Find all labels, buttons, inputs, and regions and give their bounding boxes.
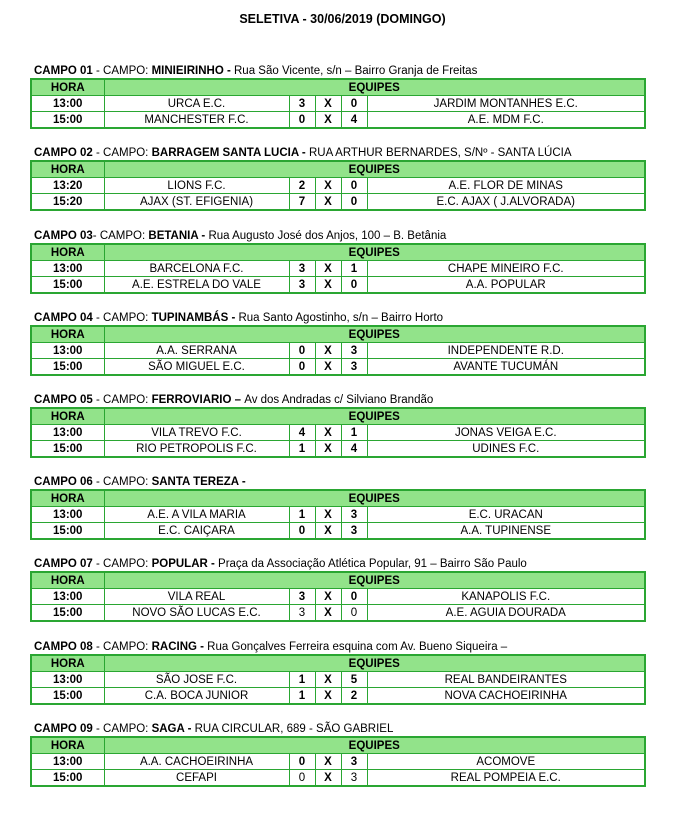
away-score: 0 bbox=[341, 96, 367, 112]
campo-name: FERROVIARIO – bbox=[151, 394, 245, 406]
away-team: A.A. POPULAR bbox=[367, 277, 645, 294]
home-team: NOVO SÃO LUCAS E.C. bbox=[104, 605, 289, 622]
campo-address: Praça da Associação Atlética Popular, 91 – Bairro São Paulo bbox=[218, 558, 527, 570]
versus-mark: X bbox=[315, 261, 341, 277]
table-row bbox=[31, 178, 645, 194]
match-time: 13:00 bbox=[31, 507, 104, 523]
versus-mark: X bbox=[315, 605, 341, 622]
away-score: 3 bbox=[341, 507, 367, 523]
home-score: 2 bbox=[289, 178, 315, 194]
away-team: CHAPE MINEIRO F.C. bbox=[367, 261, 645, 277]
campo-address: Rua Augusto José dos Anjos, 100 – B. Betânia bbox=[208, 230, 447, 242]
campo-name: RACING - bbox=[151, 641, 208, 653]
table-header-row bbox=[31, 244, 645, 261]
equipes-header: EQUIPES bbox=[104, 326, 645, 343]
table-row bbox=[31, 441, 645, 458]
campo-separator: - CAMPO: bbox=[92, 312, 152, 324]
away-score: 1 bbox=[341, 425, 367, 441]
table-header-row bbox=[31, 79, 645, 96]
campo-heading bbox=[30, 311, 644, 325]
table-row bbox=[31, 112, 645, 129]
hora-header: HORA bbox=[31, 408, 104, 425]
campo-separator: - CAMPO: bbox=[92, 558, 152, 570]
table-header-row bbox=[31, 408, 645, 425]
equipes-header: EQUIPES bbox=[104, 244, 645, 261]
away-team: JARDIM MONTANHES E.C. bbox=[367, 96, 645, 112]
table-header-row bbox=[31, 737, 645, 754]
campo-heading bbox=[30, 64, 644, 78]
campo-name: TUPINAMBÁS - bbox=[151, 312, 239, 324]
away-team: INDEPENDENTE R.D. bbox=[367, 343, 645, 359]
campo-section bbox=[30, 557, 644, 622]
campo-heading bbox=[30, 722, 644, 736]
campo-heading bbox=[30, 475, 644, 489]
away-team: E.C. URACAN bbox=[367, 507, 645, 523]
campo-separator: - CAMPO: bbox=[92, 723, 152, 735]
table-header-row bbox=[31, 490, 645, 507]
home-score: 1 bbox=[289, 441, 315, 458]
away-team: REAL BANDEIRANTES bbox=[367, 672, 645, 688]
versus-mark: X bbox=[315, 507, 341, 523]
table-header-row bbox=[31, 161, 645, 178]
table-header-row bbox=[31, 326, 645, 343]
home-score: 3 bbox=[289, 589, 315, 605]
match-time: 15:00 bbox=[31, 112, 104, 129]
away-team: AVANTE TUCUMÁN bbox=[367, 359, 645, 376]
equipes-header: EQUIPES bbox=[104, 490, 645, 507]
campo-address: Rua Santo Agostinho, s/n – Bairro Horto bbox=[238, 312, 444, 324]
campo-section bbox=[30, 64, 644, 129]
away-team: UDINES F.C. bbox=[367, 441, 645, 458]
games-table bbox=[30, 160, 646, 211]
home-team: MANCHESTER F.C. bbox=[104, 112, 289, 129]
table-row bbox=[31, 96, 645, 112]
home-score: 0 bbox=[289, 770, 315, 787]
home-score: 0 bbox=[289, 343, 315, 359]
games-table bbox=[30, 78, 646, 129]
away-score: 0 bbox=[341, 178, 367, 194]
equipes-header: EQUIPES bbox=[104, 572, 645, 589]
home-team: SÃO MIGUEL E.C. bbox=[104, 359, 289, 376]
equipes-header: EQUIPES bbox=[104, 161, 645, 178]
home-team: C.A. BOCA JUNIOR bbox=[104, 688, 289, 705]
versus-mark: X bbox=[315, 523, 341, 540]
campo-heading bbox=[30, 146, 644, 160]
away-score: 4 bbox=[341, 112, 367, 129]
campo-separator: - CAMPO: bbox=[92, 394, 152, 406]
match-time: 13:00 bbox=[31, 425, 104, 441]
home-team: A.A. SERRANA bbox=[104, 343, 289, 359]
table-row bbox=[31, 277, 645, 294]
home-team: LIONS F.C. bbox=[104, 178, 289, 194]
home-team: A.E. A VILA MARIA bbox=[104, 507, 289, 523]
campo-name: SAGA - bbox=[151, 723, 195, 735]
away-score: 1 bbox=[341, 261, 367, 277]
away-team: A.A. TUPINENSE bbox=[367, 523, 645, 540]
table-row bbox=[31, 343, 645, 359]
home-team: VILA REAL bbox=[104, 589, 289, 605]
home-score: 0 bbox=[289, 523, 315, 540]
home-score: 1 bbox=[289, 507, 315, 523]
campo-section bbox=[30, 311, 644, 376]
match-time: 13:00 bbox=[31, 261, 104, 277]
games-table bbox=[30, 736, 646, 787]
home-score: 1 bbox=[289, 672, 315, 688]
campo-name: SANTA TEREZA - bbox=[151, 476, 246, 488]
match-time: 15:00 bbox=[31, 523, 104, 540]
campo-address: Av dos Andradas c/ Silviano Brandão bbox=[244, 394, 434, 406]
home-score: 3 bbox=[289, 277, 315, 294]
campo-separator: - CAMPO: bbox=[92, 641, 152, 653]
campo-label: CAMPO 07 bbox=[34, 558, 93, 570]
table-row bbox=[31, 770, 645, 787]
table-row bbox=[31, 672, 645, 688]
campo-heading bbox=[30, 557, 644, 571]
away-score: 3 bbox=[341, 343, 367, 359]
versus-mark: X bbox=[315, 96, 341, 112]
home-score: 7 bbox=[289, 194, 315, 211]
table-row bbox=[31, 359, 645, 376]
home-team: BARCELONA F.C. bbox=[104, 261, 289, 277]
match-time: 15:00 bbox=[31, 688, 104, 705]
home-team: A.E. ESTRELA DO VALE bbox=[104, 277, 289, 294]
home-team: SÃO JOSE F.C. bbox=[104, 672, 289, 688]
campo-label: CAMPO 06 bbox=[34, 476, 93, 488]
games-table bbox=[30, 243, 646, 294]
equipes-header: EQUIPES bbox=[104, 408, 645, 425]
table-row bbox=[31, 688, 645, 705]
away-team: E.C. AJAX ( J.ALVORADA) bbox=[367, 194, 645, 211]
campo-separator: - CAMPO: bbox=[92, 230, 149, 242]
away-team: A.E. MDM F.C. bbox=[367, 112, 645, 129]
table-row bbox=[31, 507, 645, 523]
away-score: 3 bbox=[341, 770, 367, 787]
home-team: A.A. CACHOEIRINHA bbox=[104, 754, 289, 770]
match-time: 15:00 bbox=[31, 277, 104, 294]
campo-section bbox=[30, 722, 644, 787]
away-score: 0 bbox=[341, 605, 367, 622]
campo-name: BETANIA - bbox=[148, 230, 209, 242]
away-team: NOVA CACHOEIRINHA bbox=[367, 688, 645, 705]
games-table bbox=[30, 489, 646, 540]
campo-address: RUA ARTHUR BERNARDES, S/Nº - SANTA LÚCIA bbox=[308, 147, 572, 159]
games-table bbox=[30, 654, 646, 705]
match-time: 13:00 bbox=[31, 589, 104, 605]
campo-heading bbox=[30, 393, 644, 407]
away-score: 0 bbox=[341, 589, 367, 605]
match-time: 15:00 bbox=[31, 441, 104, 458]
table-row bbox=[31, 754, 645, 770]
table-row bbox=[31, 605, 645, 622]
campo-separator: - CAMPO: bbox=[92, 65, 152, 77]
match-time: 13:00 bbox=[31, 343, 104, 359]
versus-mark: X bbox=[315, 194, 341, 211]
hora-header: HORA bbox=[31, 572, 104, 589]
campo-separator: - CAMPO: bbox=[92, 476, 152, 488]
hora-header: HORA bbox=[31, 326, 104, 343]
versus-mark: X bbox=[315, 425, 341, 441]
home-score: 4 bbox=[289, 425, 315, 441]
table-row bbox=[31, 425, 645, 441]
campo-label: CAMPO 01 bbox=[34, 65, 93, 77]
away-score: 5 bbox=[341, 672, 367, 688]
table-row bbox=[31, 589, 645, 605]
page-title: SELETIVA - 30/06/2019 (DOMINGO) bbox=[239, 12, 446, 26]
match-time: 15:00 bbox=[31, 605, 104, 622]
campo-name: MINIEIRINHO - bbox=[151, 65, 234, 77]
campo-label: CAMPO 08 bbox=[34, 641, 93, 653]
versus-mark: X bbox=[315, 589, 341, 605]
hora-header: HORA bbox=[31, 244, 104, 261]
away-score: 0 bbox=[341, 277, 367, 294]
equipes-header: EQUIPES bbox=[104, 79, 645, 96]
campo-section bbox=[30, 146, 644, 211]
campo-label: CAMPO 03 bbox=[34, 230, 93, 242]
versus-mark: X bbox=[315, 277, 341, 294]
campo-section bbox=[30, 640, 644, 705]
versus-mark: X bbox=[315, 112, 341, 129]
home-score: 0 bbox=[289, 112, 315, 129]
home-team: URCA E.C. bbox=[104, 96, 289, 112]
games-table bbox=[30, 571, 646, 622]
table-row bbox=[31, 261, 645, 277]
away-team: ACOMOVE bbox=[367, 754, 645, 770]
games-table bbox=[30, 407, 646, 458]
match-time: 13:00 bbox=[31, 754, 104, 770]
hora-header: HORA bbox=[31, 161, 104, 178]
away-team: JONAS VEIGA E.C. bbox=[367, 425, 645, 441]
versus-mark: X bbox=[315, 441, 341, 458]
campo-name: BARRAGEM SANTA LUCIA - bbox=[151, 147, 309, 159]
campo-name: POPULAR - bbox=[151, 558, 219, 570]
campo-section bbox=[30, 229, 644, 294]
table-row bbox=[31, 523, 645, 540]
home-team: AJAX (ST. EFIGENIA) bbox=[104, 194, 289, 211]
home-score: 0 bbox=[289, 359, 315, 376]
versus-mark: X bbox=[315, 178, 341, 194]
match-time: 15:00 bbox=[31, 359, 104, 376]
campo-address: Rua Gonçalves Ferreira esquina com Av. Bueno Siqueira – bbox=[207, 641, 508, 653]
campo-separator: - CAMPO: bbox=[92, 147, 152, 159]
away-score: 2 bbox=[341, 688, 367, 705]
table-header-row bbox=[31, 572, 645, 589]
away-score: 4 bbox=[341, 441, 367, 458]
away-score: 3 bbox=[341, 754, 367, 770]
home-score: 0 bbox=[289, 754, 315, 770]
match-time: 15:00 bbox=[31, 770, 104, 787]
away-score: 3 bbox=[341, 359, 367, 376]
home-score: 3 bbox=[289, 96, 315, 112]
campo-label: CAMPO 04 bbox=[34, 312, 93, 324]
match-time: 15:20 bbox=[31, 194, 104, 211]
home-team: RIO PETROPOLIS F.C. bbox=[104, 441, 289, 458]
table-row bbox=[31, 194, 645, 211]
away-team: REAL POMPEIA E.C. bbox=[367, 770, 645, 787]
versus-mark: X bbox=[315, 754, 341, 770]
hora-header: HORA bbox=[31, 655, 104, 672]
match-time: 13:00 bbox=[31, 672, 104, 688]
away-team: A.E. FLOR DE MINAS bbox=[367, 178, 645, 194]
home-score: 3 bbox=[289, 261, 315, 277]
table-header-row bbox=[31, 655, 645, 672]
equipes-header: EQUIPES bbox=[104, 737, 645, 754]
campo-label: CAMPO 09 bbox=[34, 723, 93, 735]
campo-label: CAMPO 02 bbox=[34, 147, 93, 159]
equipes-header: EQUIPES bbox=[104, 655, 645, 672]
campo-section bbox=[30, 475, 644, 540]
hora-header: HORA bbox=[31, 490, 104, 507]
home-score: 1 bbox=[289, 688, 315, 705]
versus-mark: X bbox=[315, 688, 341, 705]
match-time: 13:20 bbox=[31, 178, 104, 194]
away-score: 3 bbox=[341, 523, 367, 540]
campo-address: Rua São Vicente, s/n – Bairro Granja de Freitas bbox=[234, 65, 478, 77]
campo-label: CAMPO 05 bbox=[34, 394, 93, 406]
games-table bbox=[30, 325, 646, 376]
versus-mark: X bbox=[315, 343, 341, 359]
campo-heading bbox=[30, 229, 644, 243]
away-team: KANAPOLIS F.C. bbox=[367, 589, 645, 605]
versus-mark: X bbox=[315, 359, 341, 376]
campo-section bbox=[30, 393, 644, 458]
match-time: 13:00 bbox=[31, 96, 104, 112]
home-team: VILA TREVO F.C. bbox=[104, 425, 289, 441]
hora-header: HORA bbox=[31, 737, 104, 754]
campo-address: RUA CIRCULAR, 689 - SÃO GABRIEL bbox=[194, 723, 394, 735]
away-team: A.E. AGUIA DOURADA bbox=[367, 605, 645, 622]
hora-header: HORA bbox=[31, 79, 104, 96]
home-team: CEFAPI bbox=[104, 770, 289, 787]
home-team: E.C. CAIÇARA bbox=[104, 523, 289, 540]
versus-mark: X bbox=[315, 770, 341, 787]
away-score: 0 bbox=[341, 194, 367, 211]
versus-mark: X bbox=[315, 672, 341, 688]
home-score: 3 bbox=[289, 605, 315, 622]
campo-heading bbox=[30, 640, 644, 654]
